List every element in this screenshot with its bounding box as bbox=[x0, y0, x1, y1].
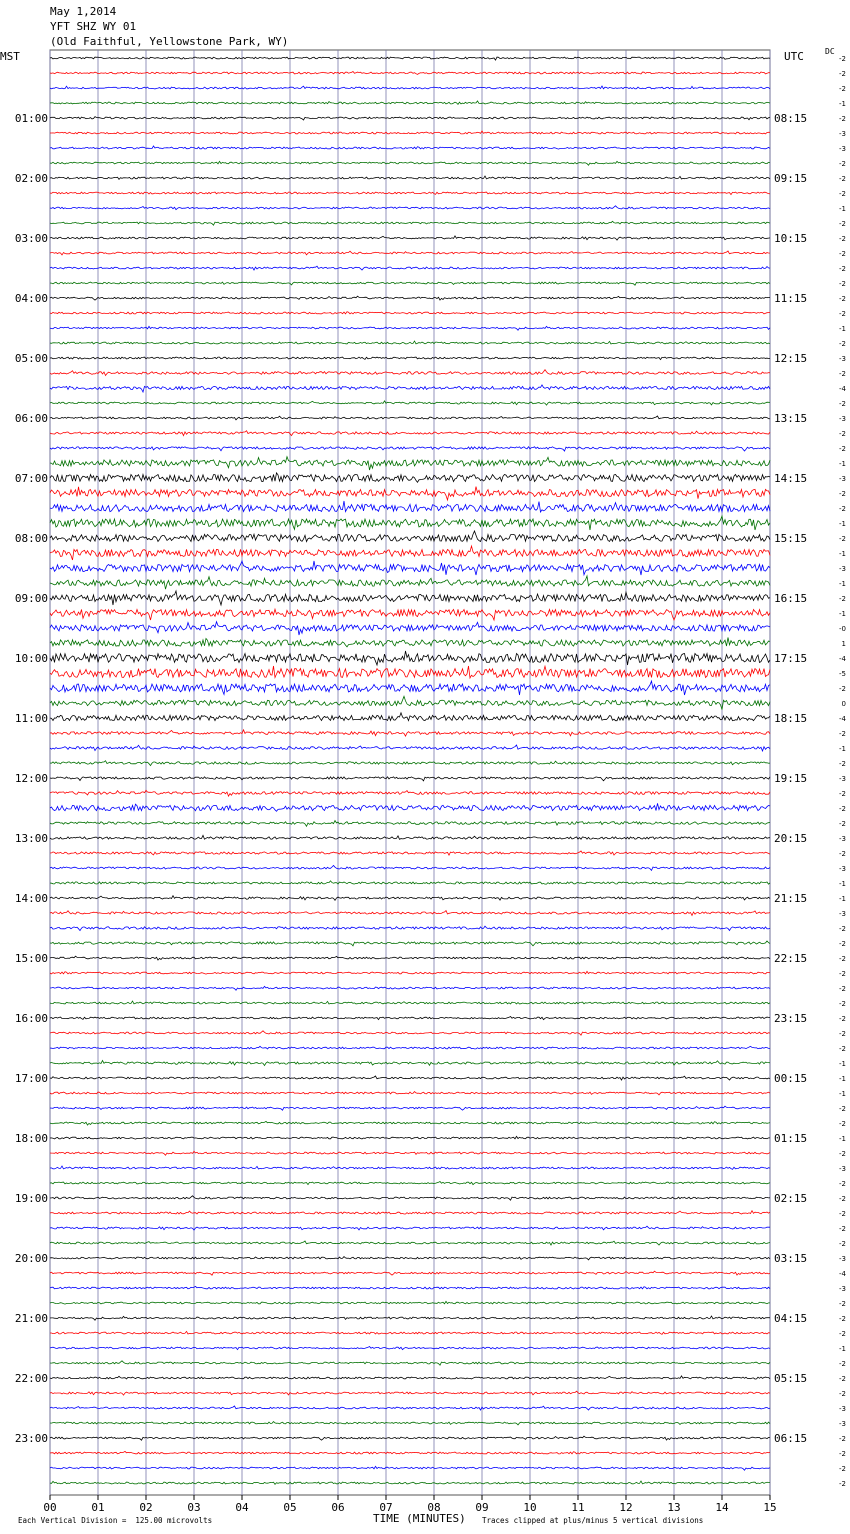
seismic-trace bbox=[50, 1466, 770, 1470]
dc-offset-label: -2 bbox=[839, 1105, 846, 1113]
seismic-trace bbox=[50, 821, 770, 827]
station-location: (Old Faithful, Yellowstone Park, WY) bbox=[50, 35, 289, 48]
x-tick-label: 11 bbox=[571, 1501, 585, 1514]
dc-offset-label: -3 bbox=[839, 1285, 846, 1293]
left-hour-label: 13:00 bbox=[14, 832, 48, 845]
left-hour-label: 17:00 bbox=[14, 1072, 48, 1085]
seismic-trace bbox=[50, 803, 770, 811]
dc-offset-label: -2 bbox=[839, 310, 846, 318]
dc-offset-label: -2 bbox=[839, 370, 846, 378]
seismic-trace bbox=[50, 1451, 770, 1454]
dc-offset-label: -1 bbox=[839, 1135, 846, 1143]
dc-offset-label: -2 bbox=[839, 1120, 846, 1128]
left-hour-label: 21:00 bbox=[14, 1312, 48, 1325]
dc-offset-label: -3 bbox=[839, 475, 846, 483]
dc-offset-label: -2 bbox=[839, 445, 846, 453]
dc-offset-label: -2 bbox=[839, 430, 846, 438]
dc-offset-label: -2 bbox=[839, 505, 846, 513]
seismic-trace bbox=[50, 1136, 770, 1139]
dc-offset-label: -2 bbox=[839, 490, 846, 498]
x-tick-label: 14 bbox=[715, 1501, 729, 1514]
seismic-trace bbox=[50, 146, 770, 149]
seismic-trace bbox=[50, 457, 770, 470]
dc-offset-label: -2 bbox=[839, 55, 846, 63]
seismic-trace bbox=[50, 730, 770, 736]
right-hour-label: 06:15 bbox=[774, 1432, 808, 1445]
dc-offset-label: -2 bbox=[839, 1195, 846, 1203]
seismic-trace bbox=[50, 761, 770, 766]
dc-offset-label: -1 bbox=[839, 100, 846, 108]
left-hour-label: 15:00 bbox=[14, 952, 48, 965]
seismic-trace bbox=[50, 956, 770, 960]
right-hour-label: 12:15 bbox=[774, 352, 808, 365]
left-hour-label: 18:00 bbox=[14, 1132, 48, 1145]
seismic-trace bbox=[50, 1046, 770, 1049]
dc-offset-label: -4 bbox=[839, 655, 846, 663]
dc-offset-label: -3 bbox=[839, 1405, 846, 1413]
dc-offset-label: -2 bbox=[839, 190, 846, 198]
seismic-trace bbox=[50, 1241, 770, 1245]
dc-offset-label: -3 bbox=[839, 835, 846, 843]
dc-offset-label: -2 bbox=[839, 265, 846, 273]
right-hour-label: 10:15 bbox=[774, 232, 808, 245]
dc-offset-label: -4 bbox=[839, 715, 846, 723]
x-tick-label: 12 bbox=[619, 1501, 633, 1514]
seismic-trace bbox=[50, 487, 770, 500]
dc-offset-label: -2 bbox=[839, 850, 846, 858]
right-hour-label: 18:15 bbox=[774, 712, 808, 725]
dc-offset-label: -2 bbox=[839, 730, 846, 738]
dc-offset-label: -2 bbox=[839, 1030, 846, 1038]
dc-offset-label: -2 bbox=[839, 955, 846, 963]
seismic-trace bbox=[50, 851, 770, 855]
seismic-trace bbox=[50, 357, 770, 360]
x-tick-label: 09 bbox=[475, 1501, 489, 1514]
seismic-trace bbox=[50, 1211, 770, 1214]
station-code: YFT SHZ WY 01 bbox=[50, 20, 137, 33]
seismic-trace bbox=[50, 1331, 770, 1334]
seismic-trace bbox=[50, 161, 770, 165]
dc-offset-label: -3 bbox=[839, 865, 846, 873]
seismic-trace bbox=[50, 57, 770, 60]
seismic-trace bbox=[50, 609, 770, 620]
left-hour-label: 09:00 bbox=[14, 592, 48, 605]
seismic-trace bbox=[50, 251, 770, 255]
seismic-trace bbox=[50, 501, 770, 512]
dc-offset-label: -1 bbox=[839, 580, 846, 588]
seismic-trace bbox=[50, 1151, 770, 1155]
seismic-trace bbox=[50, 896, 770, 901]
dc-offset-label: -2 bbox=[839, 1180, 846, 1188]
dc-offset-label: -2 bbox=[839, 985, 846, 993]
seismic-trace bbox=[50, 1226, 770, 1230]
seismic-trace bbox=[50, 1301, 770, 1304]
seismic-trace bbox=[50, 986, 770, 990]
dc-offset-label: -2 bbox=[839, 1150, 846, 1158]
dc-offset-label: -2 bbox=[839, 1465, 846, 1473]
x-tick-label: 02 bbox=[139, 1501, 153, 1514]
left-timezone-label: MST bbox=[0, 50, 20, 63]
right-hour-label: 03:15 bbox=[774, 1252, 808, 1265]
seismic-trace bbox=[50, 312, 770, 314]
right-hour-label: 14:15 bbox=[774, 472, 808, 485]
seismic-trace bbox=[50, 713, 770, 721]
dc-offset-label: -3 bbox=[839, 1255, 846, 1263]
right-hour-label: 15:15 bbox=[774, 532, 808, 545]
x-axis-title: TIME (MINUTES) bbox=[373, 1512, 466, 1525]
dc-offset-label: -2 bbox=[839, 1300, 846, 1308]
seismic-trace bbox=[50, 1257, 770, 1260]
dc-offset-label: -1 bbox=[839, 1345, 846, 1353]
seismic-trace bbox=[50, 881, 770, 884]
dc-offset-label: -3 bbox=[839, 145, 846, 153]
dc-offset-label: -1 bbox=[839, 1075, 846, 1083]
seismic-trace bbox=[50, 546, 770, 560]
seismic-trace bbox=[50, 221, 770, 225]
scale-note: Each Vertical Division = 125.00 microvolts bbox=[18, 1516, 213, 1525]
seismic-trace bbox=[50, 1286, 770, 1289]
dc-offset-label: -2 bbox=[839, 1240, 846, 1248]
left-hour-label: 01:00 bbox=[14, 112, 48, 125]
dc-offset-label: -2 bbox=[839, 1210, 846, 1218]
dc-offset-label: -2 bbox=[839, 1330, 846, 1338]
seismic-trace bbox=[50, 401, 770, 405]
seismic-trace bbox=[50, 117, 770, 120]
dc-offset-label: -2 bbox=[839, 160, 846, 168]
right-hour-label: 02:15 bbox=[774, 1192, 808, 1205]
dc-offset-label: -4 bbox=[839, 385, 846, 393]
seismic-trace bbox=[50, 561, 770, 575]
dc-offset-label: -2 bbox=[839, 1315, 846, 1323]
clip-note: Traces clipped at plus/minus 5 vertical divisions bbox=[482, 1516, 704, 1525]
seismic-trace bbox=[50, 1347, 770, 1350]
dc-offset-label: -1 bbox=[839, 1090, 846, 1098]
dc-offset-label: -2 bbox=[839, 805, 846, 813]
seismic-trace bbox=[50, 131, 770, 134]
dc-offset-label: -2 bbox=[839, 535, 846, 543]
seismic-trace bbox=[50, 385, 770, 392]
dc-offset-label: -1 bbox=[839, 205, 846, 213]
seismic-trace bbox=[50, 591, 770, 605]
dc-offset-label: -1 bbox=[839, 880, 846, 888]
dc-offset-label: -2 bbox=[839, 595, 846, 603]
seismic-trace bbox=[50, 1422, 770, 1425]
dc-offset-label: -2 bbox=[839, 235, 846, 243]
right-hour-label: 13:15 bbox=[774, 412, 808, 425]
right-hour-label: 05:15 bbox=[774, 1372, 808, 1385]
record-date: May 1,2014 bbox=[50, 5, 117, 18]
dc-offset-label: -2 bbox=[839, 250, 846, 258]
left-hour-label: 11:00 bbox=[14, 712, 48, 725]
seismic-trace bbox=[50, 1406, 770, 1410]
seismic-trace bbox=[50, 101, 770, 104]
seismic-trace bbox=[50, 790, 770, 796]
left-hour-label: 05:00 bbox=[14, 352, 48, 365]
dc-offset-label: -1 bbox=[839, 1060, 846, 1068]
seismic-trace bbox=[50, 516, 770, 530]
x-tick-label: 13 bbox=[667, 1501, 681, 1514]
seismic-trace bbox=[50, 745, 770, 751]
seismic-trace bbox=[50, 1391, 770, 1395]
seismic-trace bbox=[50, 866, 770, 871]
left-hour-label: 12:00 bbox=[14, 772, 48, 785]
seismic-trace bbox=[50, 1271, 770, 1275]
seismic-trace bbox=[50, 1106, 770, 1110]
left-hour-label: 19:00 bbox=[14, 1192, 48, 1205]
seismic-trace bbox=[50, 1001, 770, 1004]
dc-offset-label: -2 bbox=[839, 1435, 846, 1443]
left-hour-label: 02:00 bbox=[14, 172, 48, 185]
seismic-trace bbox=[50, 236, 770, 240]
plot-frame bbox=[50, 50, 770, 1495]
dc-offset-label: -3 bbox=[839, 1420, 846, 1428]
seismic-trace bbox=[50, 1076, 770, 1080]
seismic-trace bbox=[50, 926, 770, 931]
dc-offset-label: -2 bbox=[839, 400, 846, 408]
dc-offset-label: -2 bbox=[839, 925, 846, 933]
dc-offset-label: -2 bbox=[839, 790, 846, 798]
dc-offset-label: -2 bbox=[839, 1360, 846, 1368]
right-hour-label: 20:15 bbox=[774, 832, 808, 845]
dc-offset-label: -2 bbox=[839, 1390, 846, 1398]
dc-offset-label: -3 bbox=[839, 130, 846, 138]
dc-offset-label: -1 bbox=[839, 550, 846, 558]
seismic-trace bbox=[50, 431, 770, 436]
seismic-trace bbox=[50, 1376, 770, 1379]
seismic-trace bbox=[50, 1196, 770, 1200]
right-hour-label: 16:15 bbox=[774, 592, 808, 605]
dc-offset-label: -3 bbox=[839, 775, 846, 783]
x-tick-label: 06 bbox=[331, 1501, 345, 1514]
dc-offset-label: -2 bbox=[839, 820, 846, 828]
seismic-trace bbox=[50, 971, 770, 974]
dc-offset-label: -3 bbox=[839, 1165, 846, 1173]
left-hour-label: 03:00 bbox=[14, 232, 48, 245]
seismic-trace bbox=[50, 835, 770, 839]
dc-offset-label: -2 bbox=[839, 1480, 846, 1488]
right-hour-label: 04:15 bbox=[774, 1312, 808, 1325]
seismic-trace bbox=[50, 416, 770, 420]
right-hour-label: 23:15 bbox=[774, 1012, 808, 1025]
x-tick-label: 03 bbox=[187, 1501, 201, 1514]
right-hour-label: 22:15 bbox=[774, 952, 808, 965]
seismic-trace bbox=[50, 1481, 770, 1484]
x-tick-label: 08 bbox=[427, 1501, 441, 1514]
left-hour-label: 20:00 bbox=[14, 1252, 48, 1265]
dc-offset-label: -1 bbox=[839, 610, 846, 618]
right-hour-label: 19:15 bbox=[774, 772, 808, 785]
seismic-trace bbox=[50, 1061, 770, 1066]
seismic-trace bbox=[50, 447, 770, 451]
seismic-trace bbox=[50, 911, 770, 916]
right-hour-label: 08:15 bbox=[774, 112, 808, 125]
left-hour-label: 23:00 bbox=[14, 1432, 48, 1445]
seismic-trace bbox=[50, 1436, 770, 1440]
dc-offset-label: -1 bbox=[839, 460, 846, 468]
dc-offset-label: 1 bbox=[841, 640, 846, 648]
seismic-trace bbox=[50, 1166, 770, 1169]
dc-offset-label: -1 bbox=[839, 895, 846, 903]
seismic-trace bbox=[50, 576, 770, 589]
dc-offset-label: -2 bbox=[839, 115, 846, 123]
dc-offset-label: -5 bbox=[839, 670, 846, 678]
right-hour-label: 01:15 bbox=[774, 1132, 808, 1145]
x-tick-label: 00 bbox=[43, 1501, 57, 1514]
dc-offset-label: -4 bbox=[839, 1270, 846, 1278]
seismic-trace bbox=[50, 192, 770, 195]
dc-offset-label: -3 bbox=[839, 565, 846, 573]
seismic-trace bbox=[50, 1316, 770, 1320]
left-hour-label: 04:00 bbox=[14, 292, 48, 305]
seismic-trace bbox=[50, 622, 770, 635]
left-hour-label: 06:00 bbox=[14, 412, 48, 425]
seismic-trace bbox=[50, 266, 770, 270]
x-tick-label: 07 bbox=[379, 1501, 393, 1514]
dc-offset-label: -2 bbox=[839, 1375, 846, 1383]
seismic-trace bbox=[50, 72, 770, 75]
seismic-trace bbox=[50, 1017, 770, 1020]
left-hour-label: 14:00 bbox=[14, 892, 48, 905]
dc-offset-label: -2 bbox=[839, 85, 846, 93]
dc-offset-label: -2 bbox=[839, 280, 846, 288]
dc-offset-label: -2 bbox=[839, 340, 846, 348]
left-hour-label: 08:00 bbox=[14, 532, 48, 545]
seismic-trace bbox=[50, 176, 770, 179]
dc-offset-label: -3 bbox=[839, 910, 846, 918]
dc-label: DC bbox=[825, 47, 835, 56]
seismic-trace bbox=[50, 681, 770, 695]
left-hour-label: 10:00 bbox=[14, 652, 48, 665]
seismic-trace bbox=[50, 326, 770, 330]
right-hour-label: 21:15 bbox=[774, 892, 808, 905]
right-hour-label: 09:15 bbox=[774, 172, 808, 185]
seismic-trace bbox=[50, 696, 770, 709]
seismic-trace bbox=[50, 651, 770, 665]
dc-offset-label: -2 bbox=[839, 1450, 846, 1458]
dc-offset-label: -3 bbox=[839, 355, 846, 363]
seismic-trace bbox=[50, 531, 770, 542]
dc-offset-label: -2 bbox=[839, 1015, 846, 1023]
seismic-trace bbox=[50, 1182, 770, 1185]
seismic-trace bbox=[50, 941, 770, 946]
dc-offset-label: -3 bbox=[839, 415, 846, 423]
left-hour-label: 22:00 bbox=[14, 1372, 48, 1385]
seismic-trace bbox=[50, 1361, 770, 1365]
right-timezone-label: UTC bbox=[784, 50, 804, 63]
dc-offset-label: -0 bbox=[839, 625, 846, 633]
dc-offset-label: -2 bbox=[839, 760, 846, 768]
dc-offset-label: -2 bbox=[839, 70, 846, 78]
dc-offset-label: -2 bbox=[839, 1045, 846, 1053]
seismic-trace bbox=[50, 638, 770, 647]
dc-offset-label: -2 bbox=[839, 940, 846, 948]
dc-offset-label: -2 bbox=[839, 1225, 846, 1233]
seismic-trace bbox=[50, 296, 770, 300]
dc-offset-label: -2 bbox=[839, 970, 846, 978]
dc-offset-label: -1 bbox=[839, 745, 846, 753]
seismic-trace bbox=[50, 282, 770, 285]
seismic-trace bbox=[50, 1031, 770, 1035]
left-hour-label: 16:00 bbox=[14, 1012, 48, 1025]
seismic-trace bbox=[50, 206, 770, 210]
dc-offset-label: -1 bbox=[839, 520, 846, 528]
right-hour-label: 11:15 bbox=[774, 292, 808, 305]
dc-offset-label: 0 bbox=[841, 700, 846, 708]
right-hour-label: 00:15 bbox=[774, 1072, 808, 1085]
seismic-trace bbox=[50, 370, 770, 376]
dc-offset-label: -2 bbox=[839, 175, 846, 183]
seismic-trace bbox=[50, 341, 770, 344]
right-hour-label: 17:15 bbox=[774, 652, 808, 665]
x-tick-label: 01 bbox=[91, 1501, 105, 1514]
x-tick-label: 04 bbox=[235, 1501, 249, 1514]
dc-offset-label: -2 bbox=[839, 220, 846, 228]
dc-offset-label: -2 bbox=[839, 685, 846, 693]
x-tick-label: 10 bbox=[523, 1501, 537, 1514]
seismic-trace bbox=[50, 1092, 770, 1095]
dc-offset-label: -2 bbox=[839, 1000, 846, 1008]
seismic-trace bbox=[50, 473, 770, 482]
left-hour-label: 07:00 bbox=[14, 472, 48, 485]
seismic-trace bbox=[50, 666, 770, 678]
x-tick-label: 15 bbox=[763, 1501, 777, 1514]
seismic-trace bbox=[50, 86, 770, 89]
x-tick-label: 05 bbox=[283, 1501, 297, 1514]
seismic-trace bbox=[50, 777, 770, 781]
seismic-trace bbox=[50, 1121, 770, 1125]
dc-offset-label: -2 bbox=[839, 295, 846, 303]
dc-offset-label: -1 bbox=[839, 325, 846, 333]
